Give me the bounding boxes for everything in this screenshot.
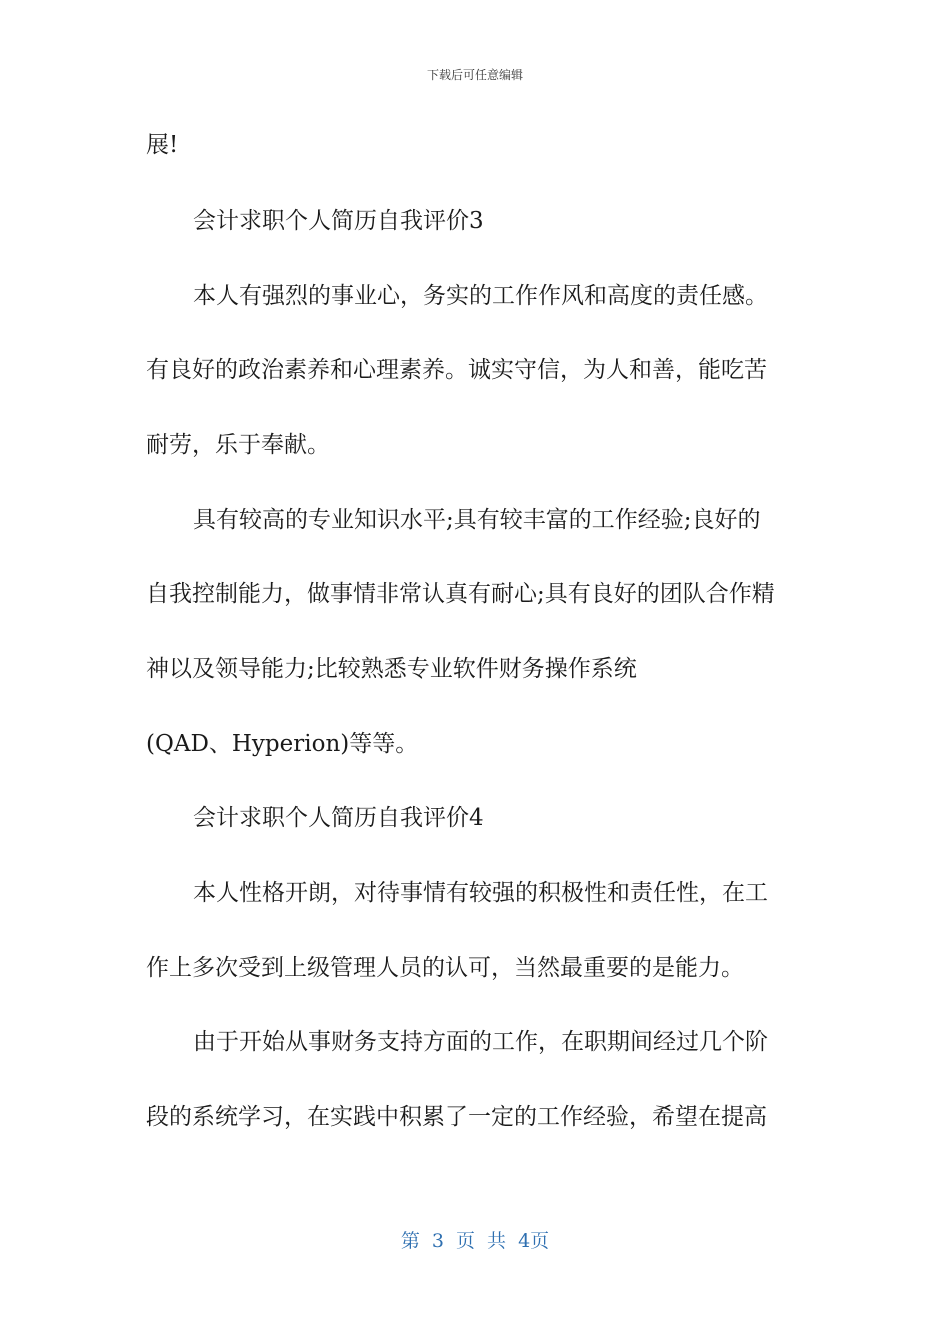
section-heading: 会计求职个人简历自我评价3	[193, 208, 484, 234]
text-line: 本人性格开朗，对待事情有较强的积极性和责任性，在工	[193, 880, 768, 906]
text-line: 由于开始从事财务支持方面的工作，在职期间经过几个阶	[193, 1029, 768, 1055]
page-footer: 第 3 页 共 4页	[400, 1230, 550, 1252]
text-line: 作上多次受到上级管理人员的认可，当然最重要的是能力。	[146, 955, 744, 981]
page-header: 下载后可任意编辑	[426, 68, 523, 82]
text-line: 神以及领导能力;比较熟悉专业软件财务操作系统	[146, 656, 637, 682]
text-line: 具有较高的专业知识水平;具有较丰富的工作经验;良好的	[193, 507, 761, 533]
text-line: 本人有强烈的事业心，务实的工作作风和高度的责任感。	[193, 283, 768, 309]
text-line: 有良好的政治素养和心理素养。诚实守信，为人和善，能吃苦	[146, 357, 767, 383]
text-line: 展!	[146, 132, 179, 158]
text-line: 段的系统学习，在实践中积累了一定的工作经验，希望在提高	[146, 1104, 767, 1130]
text-line: 耐劳，乐于奉献。	[146, 432, 330, 458]
text-line: 自我控制能力，做事情非常认真有耐心;具有良好的团队合作精	[146, 581, 775, 607]
text-line: (QAD、Hyperion)等等。	[146, 731, 419, 757]
section-heading: 会计求职个人简历自我评价4	[193, 805, 484, 831]
